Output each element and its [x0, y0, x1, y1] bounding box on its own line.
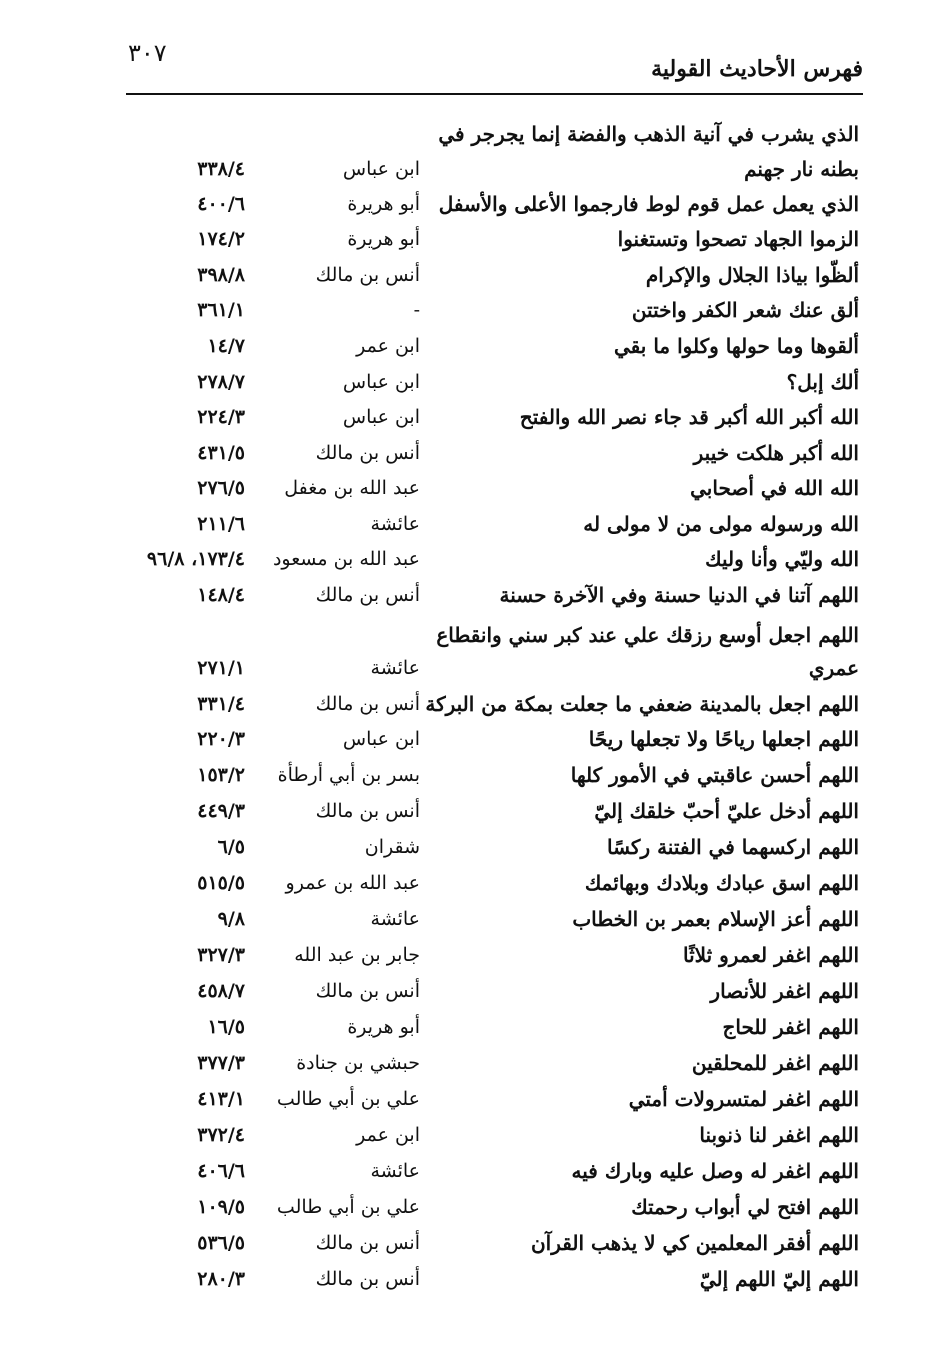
narrator-name: ابن عباس — [342, 371, 420, 393]
narrator-name: - — [413, 299, 420, 321]
volume-page-reference: ١٧٣/٤، ٩٦/٨ — [146, 548, 245, 570]
narrator-name: حبشي بن جنادة — [296, 1052, 420, 1074]
index-row — [0, 579, 935, 615]
narrator-name: أنس بن مالك — [315, 1232, 420, 1254]
index-row — [0, 723, 935, 759]
narrator-name: أنس بن مالك — [315, 980, 420, 1002]
hadith-text: اللهم اغفر لعمرو ثلاثًا — [682, 943, 859, 967]
volume-page-reference: ٢١١/٦ — [197, 513, 245, 535]
narrator-name: علي بن أبي طالب — [276, 1196, 420, 1218]
index-row — [0, 118, 935, 154]
hadith-text: اللهم اغفر للحاج — [722, 1015, 859, 1039]
hadith-text: اللهم أعز الإسلام بعمر بن الخطاب — [572, 907, 859, 931]
hadith-text: اللهم اغفر له وصل عليه وبارك فيه — [571, 1159, 859, 1183]
volume-page-reference: ٣٣١/٤ — [197, 693, 245, 715]
narrator-name: أبو هريرة — [347, 1016, 420, 1038]
volume-page-reference: ٢٧٦/٥ — [197, 477, 245, 499]
hadith-text: اللهم اغفر لمتسرولات أمتي — [628, 1087, 859, 1111]
index-row — [0, 619, 935, 655]
hadith-text: عمري — [808, 656, 859, 680]
index-row — [0, 401, 935, 437]
hadith-text: ألق عنك شعر الكفر واختتن — [631, 298, 859, 322]
index-row — [0, 759, 935, 795]
hadith-text: الذي يشرب في آنية الذهب والفضة إنما يجرجر في — [438, 122, 859, 146]
hadith-text: ألك إبل؟ — [786, 370, 859, 394]
page-number: ٣٠٧ — [128, 39, 167, 67]
volume-page-reference: ٣٢٧/٣ — [197, 944, 245, 966]
narrator-name: جابر بن عبد الله — [294, 944, 420, 966]
hadith-text: اللهم اغفر للمحلقين — [691, 1051, 859, 1075]
volume-page-reference: ١٦/٥ — [207, 1016, 245, 1038]
index-row — [0, 1083, 935, 1119]
hadith-text: اللهم اغفر للأنصار — [710, 979, 859, 1003]
running-title: فهرس الأحاديث القولية — [651, 56, 863, 82]
narrator-name: عبد الله بن عمرو — [285, 872, 420, 894]
hadith-text: اللهم اغفر لنا ذنوبنا — [699, 1123, 859, 1147]
index-row — [0, 223, 935, 259]
index-row — [0, 652, 935, 688]
index-row — [0, 472, 935, 508]
index-row — [0, 1191, 935, 1227]
hadith-text: اللهم اجعل بالمدينة ضعفي ما جعلت بمكة من البركة — [425, 692, 859, 716]
hadith-text: اللهم أدخل عليّ أحبّ خلقك إليّ — [594, 799, 859, 823]
hadith-text: اللهم اسق عبادك وبلادك وبهائمك — [584, 871, 859, 895]
volume-page-reference: ١٤٨/٤ — [197, 584, 245, 606]
narrator-name: أنس بن مالك — [315, 693, 420, 715]
volume-page-reference: ٤٤٩/٣ — [197, 800, 245, 822]
hadith-text: اللهم افتح لي أبواب رحمتك — [631, 1195, 859, 1219]
index-row — [0, 188, 935, 224]
hadith-text: اللهم اجعل أوسع رزقك علي عند كبر سني وانقطاع — [436, 623, 859, 647]
index-row — [0, 1155, 935, 1191]
volume-page-reference: ٢٢٤/٣ — [197, 406, 245, 428]
narrator-name: شقران — [364, 836, 420, 858]
volume-page-reference: ٤٣١/٥ — [197, 442, 245, 464]
volume-page-reference: ٣٧٧/٣ — [197, 1052, 245, 1074]
volume-page-reference: ٤٠٠/٦ — [197, 193, 245, 215]
volume-page-reference: ٢٧١/١ — [197, 657, 245, 679]
volume-page-reference: ٦/٥ — [217, 836, 245, 858]
index-row — [0, 153, 935, 189]
index-row — [0, 366, 935, 402]
narrator-name: عائشة — [370, 1160, 420, 1182]
index-row — [0, 1227, 935, 1263]
volume-page-reference: ٤١٣/١ — [197, 1088, 245, 1110]
narrator-name: بسر بن أبي أرطأة — [277, 764, 420, 786]
volume-page-reference: ٤٠٦/٦ — [197, 1160, 245, 1182]
volume-page-reference: ٢٧٨/٧ — [197, 371, 245, 393]
volume-page-reference: ١٧٤/٢ — [197, 228, 245, 250]
volume-page-reference: ٥١٥/٥ — [197, 872, 245, 894]
index-row — [0, 688, 935, 724]
narrator-name: أنس بن مالك — [315, 442, 420, 464]
index-row — [0, 508, 935, 544]
narrator-name: أنس بن مالك — [315, 800, 420, 822]
narrator-name: عبد الله بن مسعود — [272, 548, 420, 570]
hadith-text: الذي يعمل عمل قوم لوط فارجموا الأعلى والأسفل — [438, 192, 859, 216]
hadith-text: الله أكبر الله أكبر قد جاء نصر الله والفتح — [519, 405, 859, 429]
hadith-text: الله ورسوله مولى من لا مولى له — [583, 512, 859, 536]
narrator-name: عبد الله بن مغفل — [284, 477, 420, 499]
index-row — [0, 259, 935, 295]
volume-page-reference: ٣٩٨/٨ — [197, 264, 245, 286]
volume-page-reference: ٣٦١/١ — [197, 299, 245, 321]
hadith-text: اللهم اجعلها رياحًا ولا تجعلها ريحًا — [588, 727, 859, 751]
narrator-name: علي بن أبي طالب — [276, 1088, 420, 1110]
index-row — [0, 831, 935, 867]
index-row — [0, 1011, 935, 1047]
hadith-text: الله الله في أصحابي — [690, 476, 859, 500]
hadith-text: اللهم اركسهما في الفتنة ركسًا — [606, 835, 859, 859]
narrator-name: ابن عباس — [342, 728, 420, 750]
narrator-name: ابن عباس — [342, 158, 420, 180]
volume-page-reference: ٣٣٨/٤ — [197, 158, 245, 180]
index-row — [0, 1263, 935, 1299]
hadith-text: الله أكبر هلكت خيبر — [693, 441, 859, 465]
index-row — [0, 294, 935, 330]
volume-page-reference: ٤٥٨/٧ — [197, 980, 245, 1002]
hadith-text: الزموا الجهاد تصحوا وتستغنوا — [617, 227, 859, 251]
volume-page-reference: ١٤/٧ — [207, 335, 245, 357]
hadith-text: ألظّوا بياذا الجلال والإكرام — [645, 263, 859, 287]
narrator-name: ابن عباس — [342, 406, 420, 428]
volume-page-reference: ٥٣٦/٥ — [197, 1232, 245, 1254]
narrator-name: عائشة — [370, 657, 420, 679]
volume-page-reference: ١٥٣/٢ — [197, 764, 245, 786]
hadith-text: ألقوها وما حولها وكلوا ما بقي — [614, 334, 859, 358]
hadith-text: الله وليّي وأنا وليك — [705, 547, 859, 571]
narrator-name: أبو هريرة — [347, 193, 420, 215]
hadith-text: بطنه نار جهنم — [744, 157, 859, 181]
narrator-name: أنس بن مالك — [315, 584, 420, 606]
index-row — [0, 795, 935, 831]
index-row — [0, 975, 935, 1011]
hadith-text: اللهم أفقر المعلمين كي لا يذهب القرآن — [530, 1231, 859, 1255]
volume-page-reference: ١٠٩/٥ — [197, 1196, 245, 1218]
index-row — [0, 437, 935, 473]
volume-page-reference: ٢٨٠/٣ — [197, 1268, 245, 1290]
volume-page-reference: ٣٧٢/٤ — [197, 1124, 245, 1146]
narrator-name: ابن عمر — [356, 1124, 420, 1146]
narrator-name: عائشة — [370, 908, 420, 930]
index-row — [0, 1119, 935, 1155]
header-rule — [126, 93, 863, 95]
index-row — [0, 867, 935, 903]
hadith-text: اللهم أحسن عاقبتي في الأمور كلها — [570, 763, 859, 787]
index-row — [0, 939, 935, 975]
narrator-name: ابن عمر — [356, 335, 420, 357]
volume-page-reference: ٩/٨ — [217, 908, 245, 930]
narrator-name: أبو هريرة — [347, 228, 420, 250]
narrator-name: أنس بن مالك — [315, 1268, 420, 1290]
narrator-name: أنس بن مالك — [315, 264, 420, 286]
hadith-text: اللهم آتنا في الدنيا حسنة وفي الآخرة حسنة — [499, 583, 859, 607]
volume-page-reference: ٢٢٠/٣ — [197, 728, 245, 750]
index-row — [0, 330, 935, 366]
index-row — [0, 543, 935, 579]
hadith-text: اللهم إليّ اللهم إليّ — [699, 1267, 859, 1291]
index-row — [0, 1047, 935, 1083]
index-row — [0, 903, 935, 939]
narrator-name: عائشة — [370, 513, 420, 535]
